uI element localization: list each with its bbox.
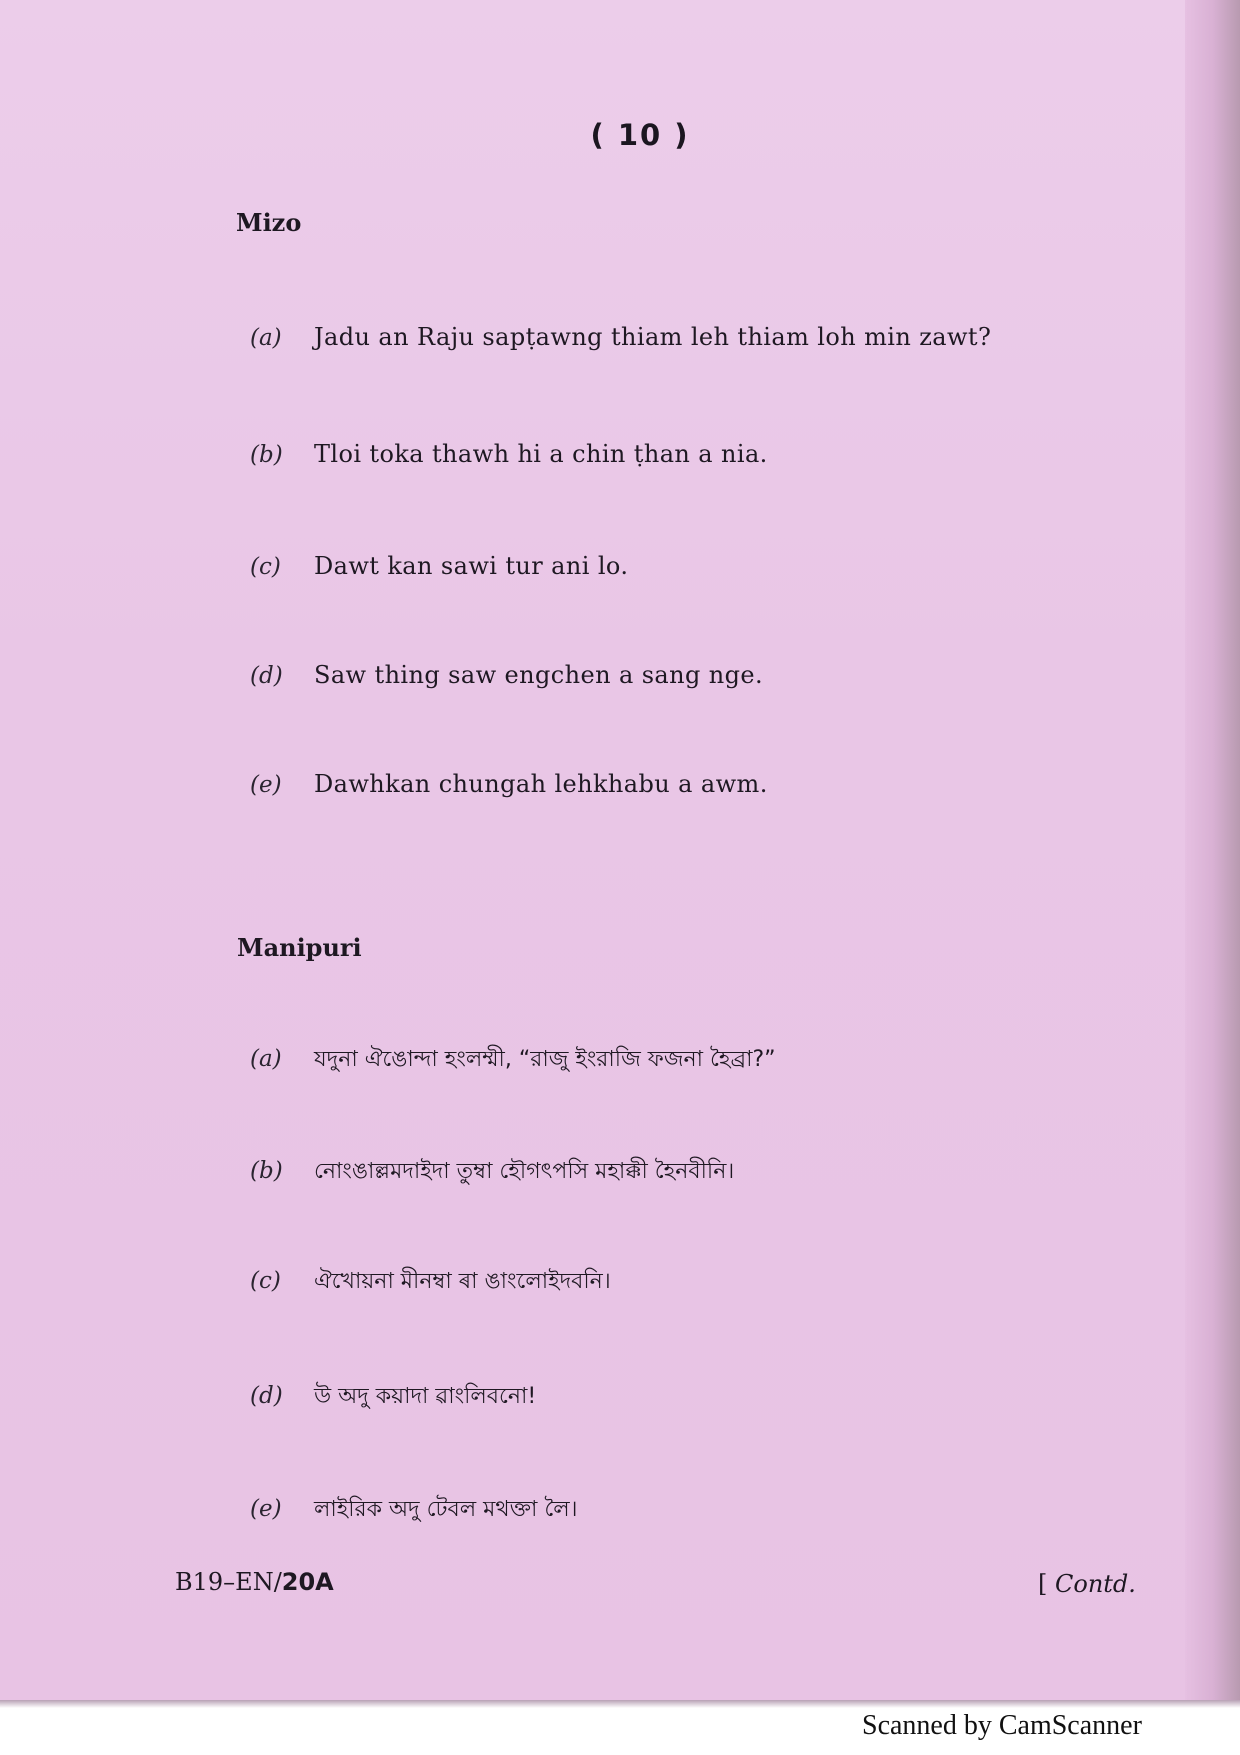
manipuri-item-e (250, 1492, 578, 1529)
mizo-item-a (250, 323, 991, 351)
item-label: (b) (250, 442, 283, 468)
item-label: (e) (250, 1496, 282, 1522)
manipuri-item-d (250, 1379, 536, 1416)
item-label: (b) (250, 1158, 283, 1184)
item-text: যদুনা ঐঙোন্দা হংলম্মী, “রাজু ইংরাজি ফজনা হৈব্রা?” (314, 1047, 776, 1072)
paper-code-number: 20A (281, 1568, 334, 1596)
continued-marker (1038, 1570, 1136, 1598)
item-label: (c) (250, 1268, 281, 1294)
continued-bracket: [ (1038, 1570, 1055, 1598)
item-text: Dawt kan sawi tur ani lo. (314, 552, 629, 580)
item-text: Saw thing saw engchen a sang nge. (314, 661, 764, 689)
item-label: (d) (250, 1383, 283, 1409)
page-edge-shadow (1185, 0, 1240, 1706)
mizo-item-b (250, 440, 768, 468)
section-title-mizo: Mizo (236, 208, 302, 237)
continued-text: Contd. (1055, 1570, 1136, 1598)
scanner-watermark: Scanned by CamScanner (862, 1710, 1142, 1741)
manipuri-item-c (250, 1264, 611, 1301)
item-label: (a) (250, 1046, 282, 1072)
page-bottom-shadow (0, 1700, 1240, 1708)
item-text: Tloi toka thawh hi a chin ṭhan a nia. (314, 440, 768, 468)
manipuri-item-a (250, 1042, 776, 1079)
item-label: (a) (250, 325, 282, 351)
item-label: (d) (250, 663, 283, 689)
page-number: ( 10 ) (590, 118, 690, 152)
section-title-manipuri: Manipuri (237, 933, 362, 962)
mizo-item-e (250, 770, 768, 798)
item-text: উ অদু কয়াদা ৱাংলিবনো! (314, 1384, 537, 1409)
item-text: Jadu an Raju sapṭawng thiam leh thiam loh min zawt? (314, 323, 992, 351)
item-label: (e) (250, 772, 282, 798)
manipuri-item-b (250, 1154, 734, 1191)
mizo-item-c (250, 552, 628, 580)
paper-code-prefix: B19–EN/ (175, 1568, 282, 1596)
paper-code (175, 1568, 334, 1596)
item-label: (c) (250, 554, 281, 580)
item-text: ঐখোয়না মীনম্বা ৰা ঙাংলোইদবনি। (314, 1269, 611, 1294)
mizo-item-d (250, 661, 763, 689)
item-text: লাইরিক অদু টেবল মথক্তা লৈ। (314, 1497, 578, 1522)
item-text: Dawhkan chungah lehkhabu a awm. (314, 770, 768, 798)
item-text: নোংঙাল্লমদাইদা তুম্বা হৌগৎপসি মহাক্কী হৈনবীনি। (314, 1159, 735, 1184)
